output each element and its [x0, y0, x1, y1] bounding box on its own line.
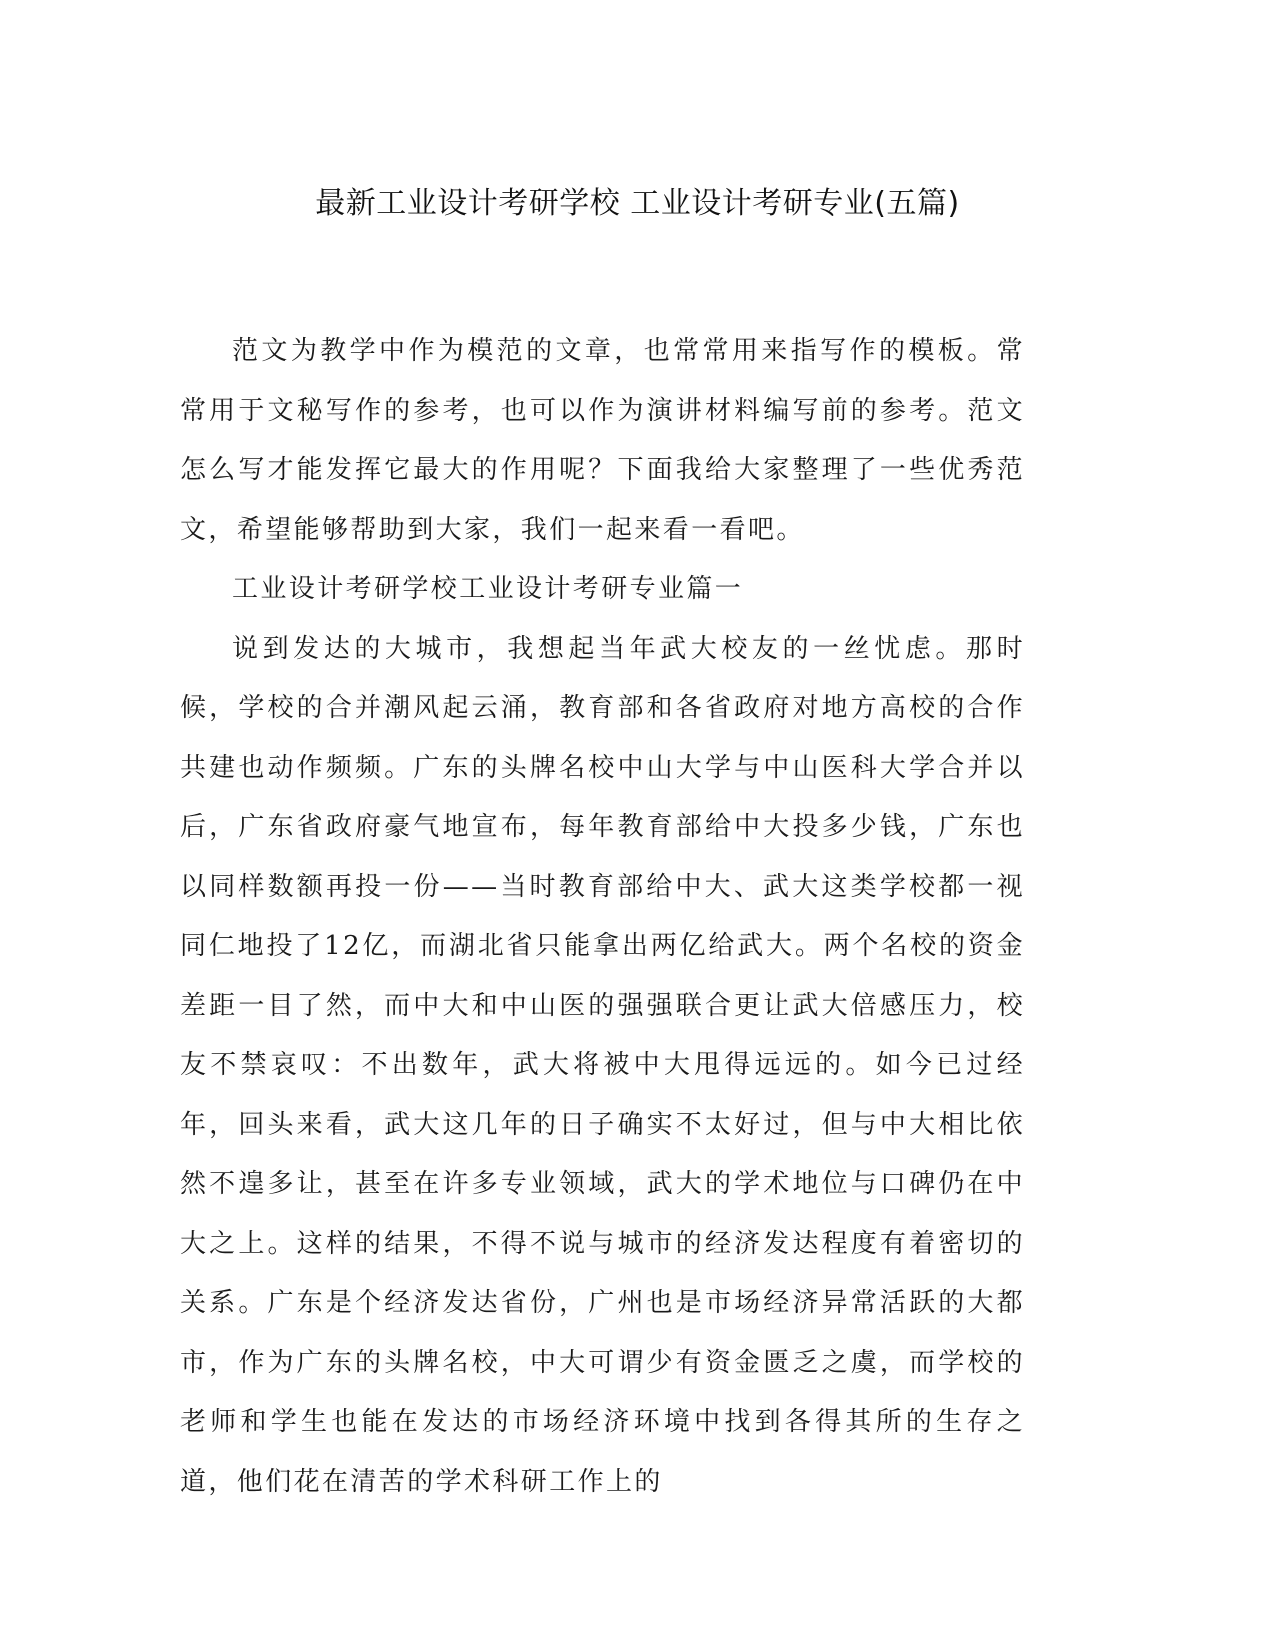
intro-paragraph: 范文为教学中作为模范的文章，也常常用来指写作的模板。常常用于文秘写作的参考，也可以作为演讲材料编写前的参考。范文怎么写才能发挥它最大的作用呢？下面我给大家整理了一些优秀范文，希望能够帮助到大家，我们一起来看一看吧。: [180, 336, 1025, 545]
section-paragraph: 说到发达的大城市，我想起当年武大校友的一丝忧虑。那时候，学校的合并潮风起云涌，教育部和各省政府对地方高校的合作共建也动作频频。广东的头牌名校中山大学与中山医科大学合并以后，广东省政府豪气地宣布，每年教育部给中大投多少钱，广东也以同样数额再投一份——当时教育部给中大、武大这类学校都一视同仁地投了12亿，而湖北省只能拿出两亿给武大。两个名校的资金差距一目了然，而中大和中山医的强强联合更让武大倍感压力，校友不禁哀叹：不出数年，武大将被中大甩得远远的。如今已过经年，回头来看，武大这几年的日子确实不太好过，但与中大相比依然不遑多让，甚至在许多专业领域，武大的学术地位与口碑仍在中大之上。这样的结果，不得不说与城市的经济发达程度有着密切的关系。广东是个经济发达省份，广州也是市场经济异常活跃的大都市，作为广东的头牌名校，中大可谓少有资金匮乏之虞，而学校的老师和学生也能在发达的市场经济环境中找到各得其所的生存之道，他们花在清苦的学术科研工作上的: [180, 633, 1025, 1497]
section-heading: 工业设计考研学校工业设计考研专业篇一: [232, 574, 744, 604]
document-title: 最新工业设计考研学校 工业设计考研专业(五篇): [315, 186, 960, 221]
document-body: [180, 322, 1025, 1512]
